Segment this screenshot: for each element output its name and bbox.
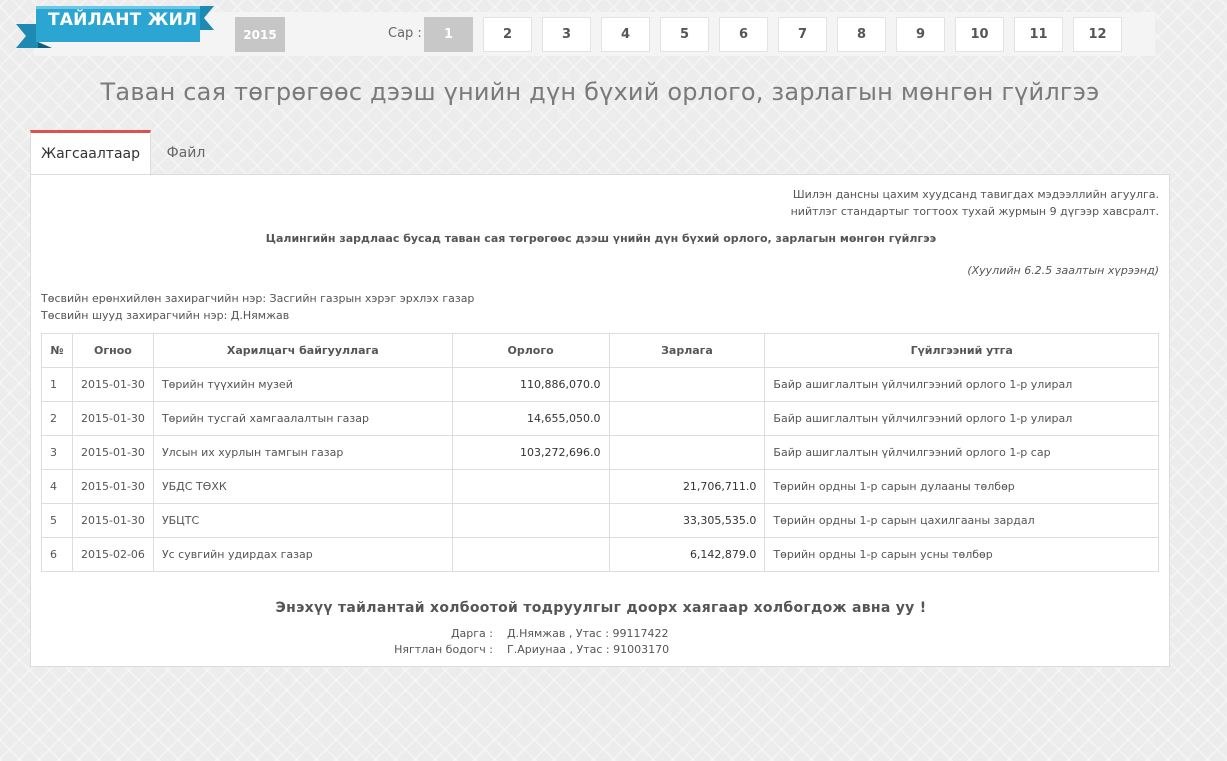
- month-button-9[interactable]: 9: [896, 17, 945, 52]
- cell-organization: Төрийн түүхийн музей: [153, 368, 452, 402]
- page-title: Таван сая төгрөгөөс дээш үнийн дүн бүхий орлого, зарлагын мөнгөн гүйлгээ: [100, 78, 1100, 106]
- cell-expense: [609, 402, 765, 436]
- law-reference: (Хуулийн 6.2.5 заалтын хүрээнд): [967, 264, 1159, 277]
- contact-label: Нягтлан бодогч :: [394, 643, 493, 656]
- table-header-row: [42, 334, 1159, 368]
- cell-description: Төрийн ордны 1-р сарын цахилгааны зардал: [765, 504, 1159, 538]
- cell-no: 1: [42, 368, 73, 402]
- cell-income: [452, 470, 609, 504]
- cell-expense: 6,142,879.0: [609, 538, 765, 572]
- cell-income: 103,272,696.0: [452, 436, 609, 470]
- col-header-description: Гүйлгээний утга: [765, 334, 1159, 368]
- col-header-expense: Зарлага: [609, 334, 765, 368]
- cell-description: Байр ашиглалтын үйлчилгээний орлого 1-р улирал: [765, 368, 1159, 402]
- cell-date: 2015-01-30: [72, 504, 153, 538]
- month-button-6[interactable]: 6: [719, 17, 768, 52]
- table-row: [42, 504, 1159, 538]
- cell-description: Төрийн ордны 1-р сарын дулааны төлбөр: [765, 470, 1159, 504]
- cell-description: Байр ашиглалтын үйлчилгээний орлого 1-р улирал: [765, 402, 1159, 436]
- cell-income: [452, 504, 609, 538]
- cell-expense: 21,706,711.0: [609, 470, 765, 504]
- col-header-no: №: [42, 334, 73, 368]
- cell-expense: 33,305,535.0: [609, 504, 765, 538]
- cell-income: 110,886,070.0: [452, 368, 609, 402]
- table-row: [42, 470, 1159, 504]
- tab-file[interactable]: Файл: [166, 144, 206, 161]
- cell-expense: [609, 436, 765, 470]
- cell-income: 14,655,050.0: [452, 402, 609, 436]
- table-row: [42, 436, 1159, 470]
- month-button-7[interactable]: 7: [778, 17, 827, 52]
- contact-heading: Энэхүү тайлантай холбоотой тодруулгыг доорх хаягаар холбогдож авна уу !: [275, 600, 927, 616]
- report-heading: Цалингийн зардлаас бусад таван сая төгрөгөөс дээш үнийн дүн бүхий орлого, зарлагын мөнгөн гүйлгээ: [265, 232, 937, 245]
- regulation-note-line2: нийтлэг стандартыг тогтоох тухай журмын 9 дүгээр хавсралт.: [790, 205, 1159, 218]
- month-button-5[interactable]: 5: [660, 17, 709, 52]
- cell-date: 2015-01-30: [72, 368, 153, 402]
- cell-income: [452, 538, 609, 572]
- month-button-12[interactable]: 12: [1073, 17, 1122, 52]
- transactions-table: [41, 333, 1159, 572]
- month-button-11[interactable]: 11: [1014, 17, 1063, 52]
- cell-organization: Ус сувгийн удирдах газар: [153, 538, 452, 572]
- tab-list[interactable]: Жагсаалтаар: [30, 130, 151, 175]
- cell-date: 2015-01-30: [72, 436, 153, 470]
- direct-manager: Төсвийн шууд захирагчийн нэр: Д.Нямжав: [41, 309, 290, 322]
- cell-no: 2: [42, 402, 73, 436]
- cell-no: 6: [42, 538, 73, 572]
- month-button-8[interactable]: 8: [837, 17, 886, 52]
- cell-organization: Төрийн тусгай хамгаалалтын газар: [153, 402, 452, 436]
- general-manager: Төсвийн ерөнхийлөн захирагчийн нэр: Засгийн газрын хэрэг эрхлэх газар: [41, 292, 475, 305]
- month-button-4[interactable]: 4: [601, 17, 650, 52]
- col-header-organization: Харилцагч байгууллага: [153, 334, 452, 368]
- month-button-2[interactable]: 2: [483, 17, 532, 52]
- cell-expense: [609, 368, 765, 402]
- cell-date: 2015-02-06: [72, 538, 153, 572]
- contact-value: Г.Ариунаа , Утас : 91003170: [507, 643, 670, 656]
- contact-value: Д.Нямжав , Утас : 99117422: [507, 627, 669, 640]
- table-row: [42, 402, 1159, 436]
- cell-no: 3: [42, 436, 73, 470]
- table-row: [42, 538, 1159, 572]
- cell-organization: УБЦТС: [153, 504, 452, 538]
- cell-no: 5: [42, 504, 73, 538]
- col-header-income: Орлого: [452, 334, 609, 368]
- month-button-3[interactable]: 3: [542, 17, 591, 52]
- logo-text: ТАЙЛАНТ ЖИЛ: [48, 10, 198, 30]
- report-panel: [30, 174, 1170, 667]
- cell-description: Байр ашиглалтын үйлчилгээний орлого 1-р сар: [765, 436, 1159, 470]
- col-header-date: Огноо: [72, 334, 153, 368]
- cell-date: 2015-01-30: [72, 402, 153, 436]
- cell-date: 2015-01-30: [72, 470, 153, 504]
- logo-ribbon: [16, 2, 214, 54]
- cell-organization: УБДС ТӨХК: [153, 470, 452, 504]
- regulation-note-line1: Шилэн дансны цахим хуудсанд тавигдах мэдээллийн агуулга.: [792, 188, 1159, 201]
- month-button-10[interactable]: 10: [955, 17, 1004, 52]
- cell-description: Төрийн ордны 1-р сарын усны төлбөр: [765, 538, 1159, 572]
- month-label: Сар :: [388, 26, 422, 41]
- table-row: [42, 368, 1159, 402]
- contact-label: Дарга :: [450, 627, 493, 640]
- cell-no: 4: [42, 470, 73, 504]
- month-button-1[interactable]: 1: [424, 17, 473, 52]
- cell-organization: Улсын их хурлын тамгын газар: [153, 436, 452, 470]
- year-badge[interactable]: 2015: [235, 17, 285, 52]
